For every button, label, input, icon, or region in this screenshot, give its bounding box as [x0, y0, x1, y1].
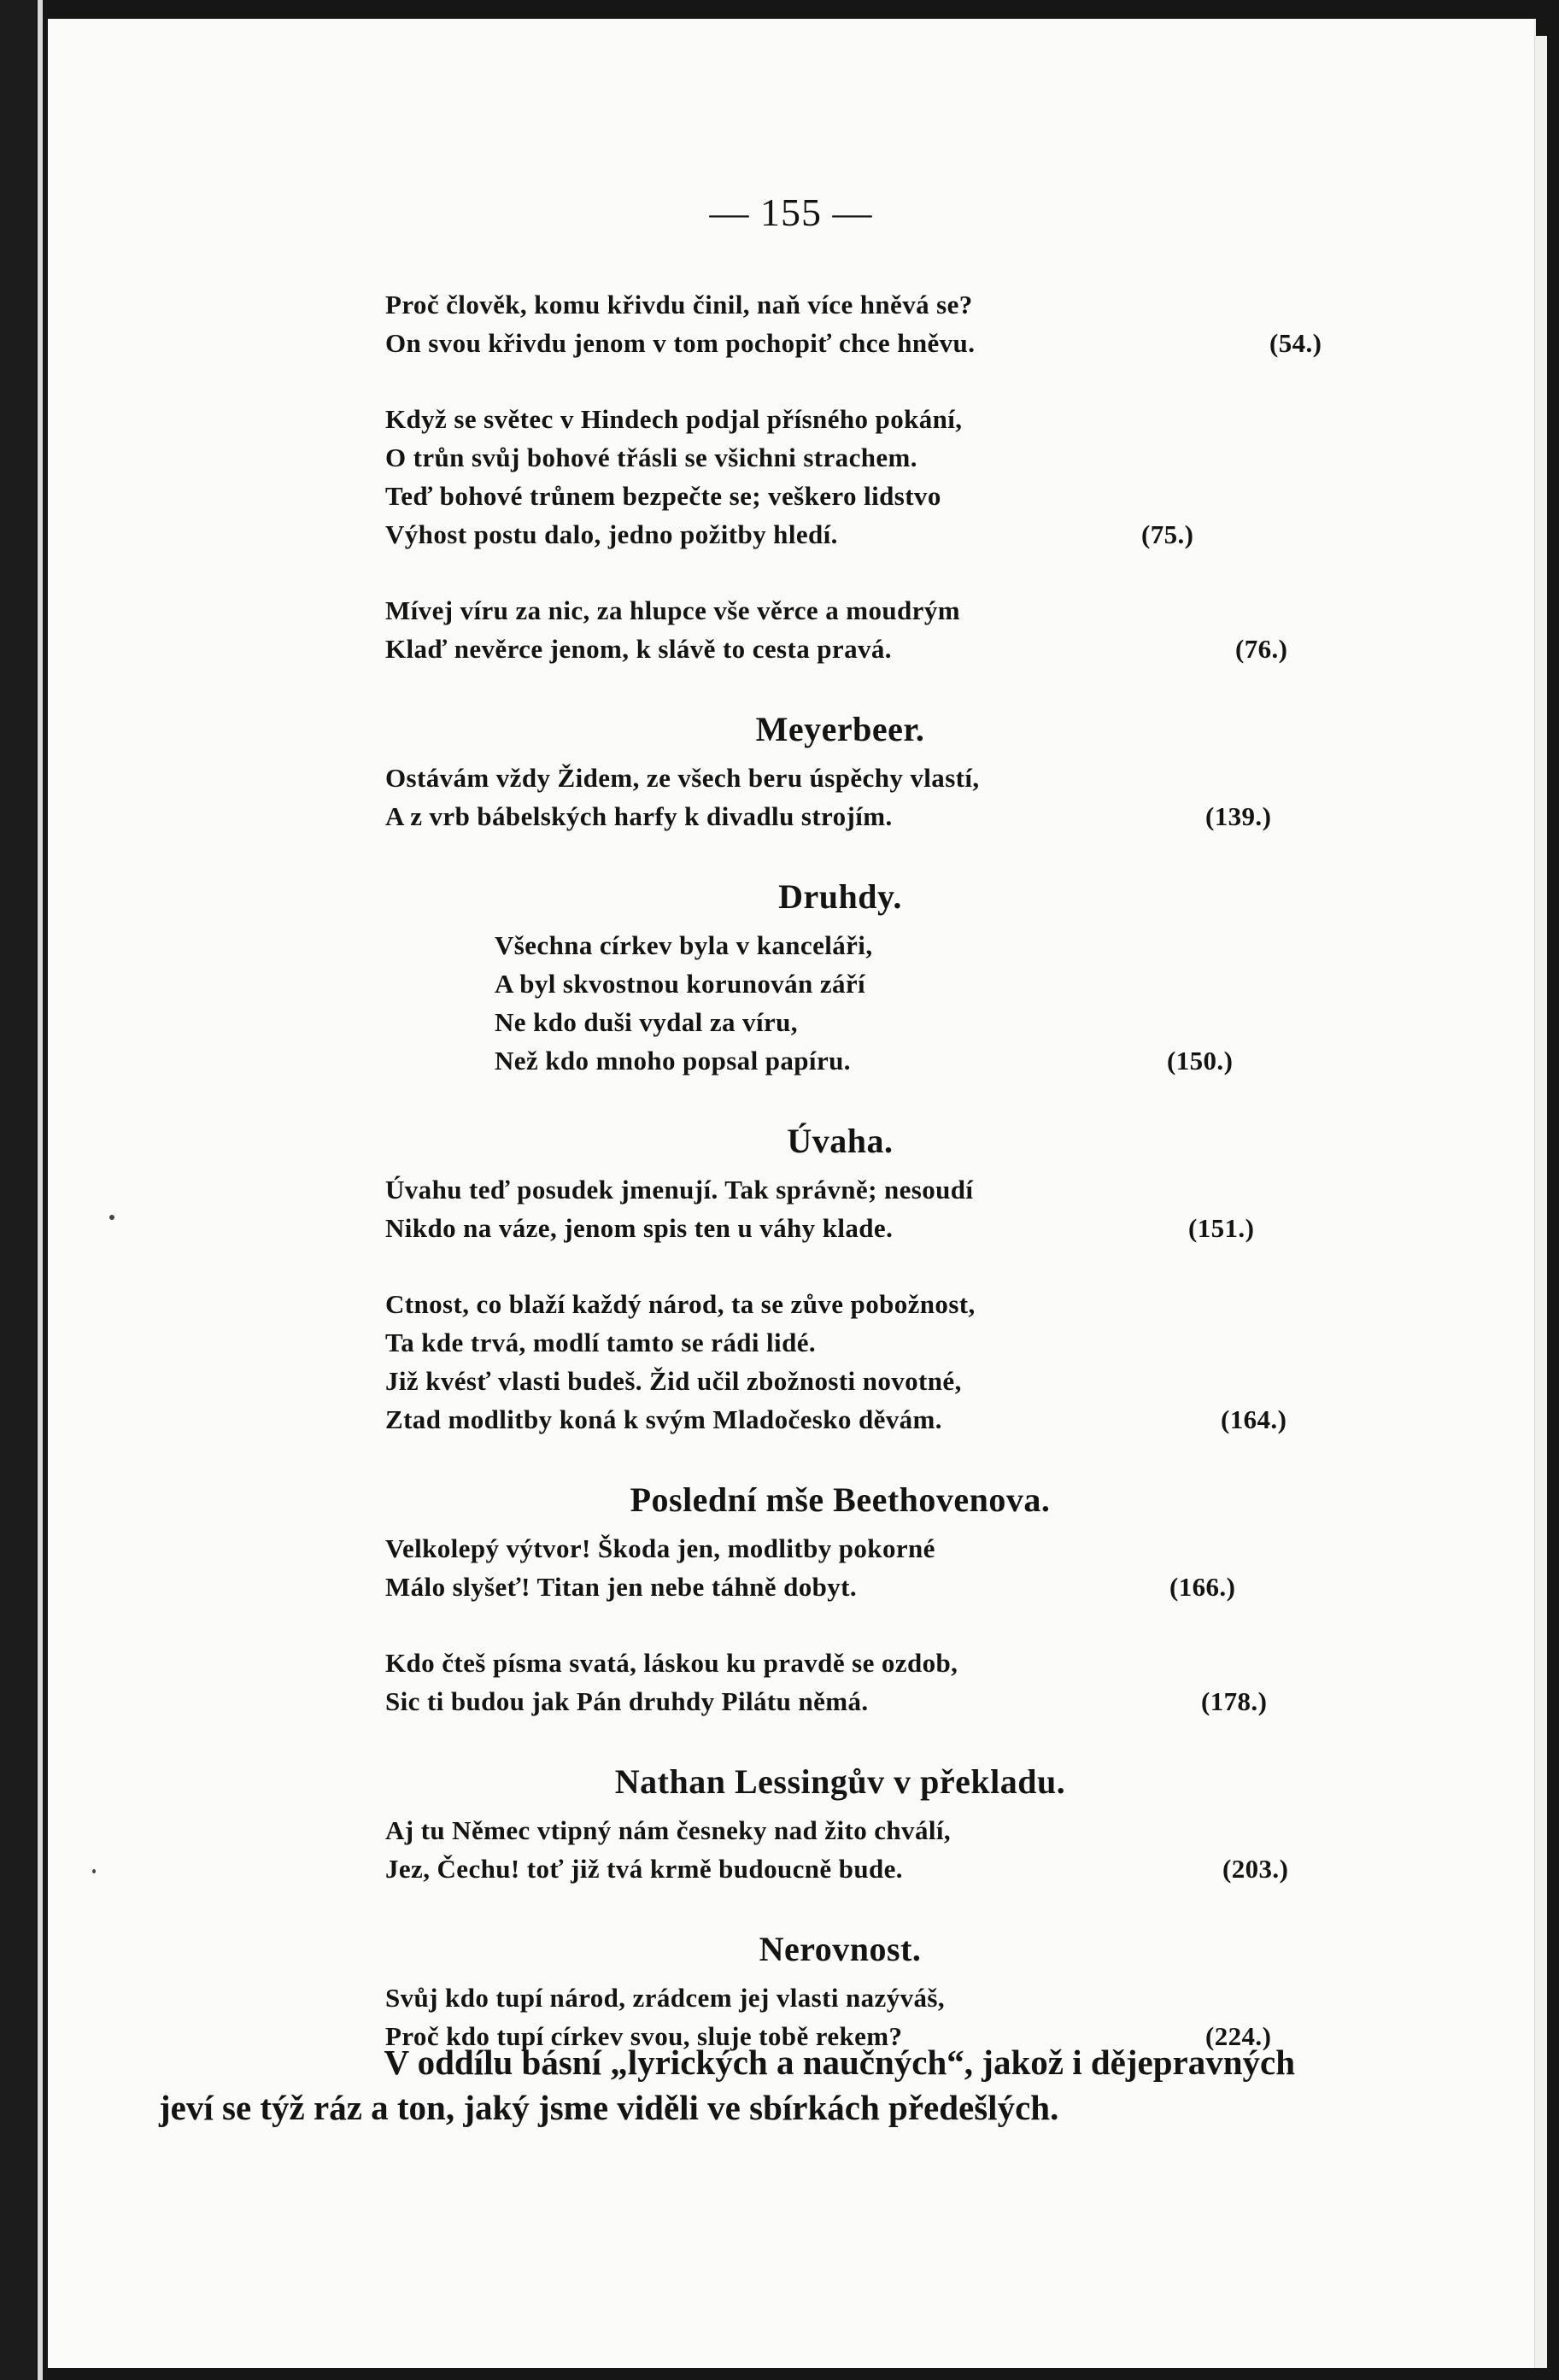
epigram-heading: Poslední mše Beethovenova. [630, 1480, 1051, 1519]
verse-text: Nikdo na váze, jenom spis ten u váhy klade. [385, 1213, 894, 1243]
scan-border-left [0, 0, 36, 2380]
epigram-number: (178.) [1201, 1686, 1268, 1716]
verse-text: Jez, Čechu! toť již tvá krmě budoucně bude. [385, 1854, 903, 1884]
verse-line [385, 438, 1295, 477]
verse-line [385, 926, 1295, 964]
epigram-heading: Druhdy. [778, 877, 902, 916]
epigram-number: (224.) [1205, 2021, 1272, 2051]
page-edge [1534, 36, 1547, 2368]
verse-line [385, 1285, 1295, 1323]
epigram [385, 1285, 1295, 1439]
epigram [385, 400, 1295, 554]
verse-line [385, 591, 1295, 630]
epigram-number: (151.) [1188, 1213, 1255, 1243]
verse-line [385, 1978, 1295, 2017]
verse-text: Již kvésť vlasti budeš. Žid učil zbožnosti novotné, [385, 1366, 962, 1396]
epigram-number: (75.) [1141, 519, 1194, 549]
verse-line [385, 1644, 1295, 1682]
verse-line [385, 1529, 1295, 1568]
epigram [385, 1117, 1295, 1247]
verse-line [385, 1811, 1295, 1849]
verse-text: Úvahu teď posudek jmenují. Tak správně; nesoudí [385, 1175, 974, 1205]
verse-line [385, 324, 1322, 362]
verse-text: A byl skvostnou korunován září [495, 969, 866, 999]
epigram [385, 873, 1295, 1080]
epigram-number: (164.) [1221, 1404, 1287, 1434]
verse-text: Ta kde trvá, modlí tamto se rádi lidé. [385, 1328, 817, 1357]
verse-text: Proč kdo tupí církev svou, sluje tobě rekem? [385, 2021, 903, 2051]
scan-speck [109, 1215, 114, 1220]
verse-text: Sic ti budou jak Pán druhdy Pilátu němá. [385, 1686, 869, 1716]
verse-text: Kdo čteš písma svatá, láskou ku pravdě se ozdob, [385, 1648, 958, 1678]
verse-line [385, 1209, 1295, 1247]
verse-text: O trůn svůj bohové třásli se všichni strachem. [385, 443, 917, 472]
verse-text: Ne kdo duši vydal za víru, [495, 1007, 798, 1037]
closing-paragraph [159, 2040, 1389, 2131]
verse-text: Když se světec v Hindech podjal přísného pokání, [385, 404, 963, 434]
epigram-number: (203.) [1222, 1854, 1289, 1884]
verse-text: Proč člověk, komu křivdu činil, naň více hněvá se? [385, 290, 973, 319]
epigram [385, 1476, 1295, 1606]
epigram [385, 285, 1322, 362]
verse-text: Všechna církev byla v kanceláři, [495, 930, 873, 960]
verse-text: Aj tu Němec vtipný nám česneky nad žito chválí, [385, 1815, 952, 1845]
verse-text: Velkolepý výtvor! Škoda jen, modlitby pokorné [385, 1533, 935, 1563]
epigram-heading: Meyerbeer. [755, 710, 925, 748]
verse-text: Teď bohové trůnem bezpečte se; veškero lidstvo [385, 481, 941, 511]
scan-speck [92, 1869, 96, 1873]
verse-text: Ostávám vždy Židem, ze všech beru úspěchy vlastí, [385, 763, 980, 793]
epigram-number: (166.) [1169, 1572, 1236, 1602]
epigram-number: (76.) [1235, 634, 1288, 664]
verse-line [385, 1568, 1295, 1606]
verse-text: Než kdo mnoho popsal papíru. [495, 1046, 851, 1076]
verse-line [385, 1323, 1295, 1362]
epigram-number: (54.) [1269, 328, 1322, 358]
epigram [385, 1758, 1295, 1888]
verse-line [385, 400, 1295, 438]
verse-line [385, 1170, 1295, 1209]
epigram [385, 1644, 1295, 1721]
epigram-heading: Nerovnost. [759, 1930, 922, 1968]
verse-text: On svou křivdu jenom v tom pochopiť chce hněvu. [385, 328, 976, 358]
closing-line-1: V oddílu básní „lyrických a naučných“, jakož i dějepravných [384, 2043, 1295, 2082]
verse-line [385, 477, 1295, 515]
verse-text: Klaď nevěrce jenom, k slávě to cesta pravá. [385, 634, 892, 664]
epigram [385, 706, 1295, 835]
verse-text: Ztad modlitby koná k svým Mladočesko děvám. [385, 1404, 942, 1434]
epigram-number: (150.) [1167, 1046, 1234, 1076]
verse-line [385, 759, 1295, 797]
verse-text: Ctnost, co blaží každý národ, ta se zůve pobožnost, [385, 1289, 976, 1319]
book-page [48, 19, 1536, 2368]
epigram-list [385, 285, 1322, 2093]
epigram-heading: Nathan Lessingův v překladu. [614, 1762, 1066, 1801]
verse-text: Svůj kdo tupí národ, zrádcem jej vlasti nazýváš, [385, 1983, 946, 2013]
epigram [385, 1926, 1295, 2055]
verse-line [385, 1041, 1295, 1080]
epigram-heading: Úvaha. [787, 1122, 894, 1160]
verse-line [385, 964, 1295, 1003]
verse-line [385, 1362, 1295, 1400]
verse-line [385, 630, 1295, 668]
verse-line [385, 285, 1295, 324]
epigram-number: (139.) [1205, 801, 1272, 831]
verse-line [385, 1400, 1295, 1439]
scan-border-line [38, 0, 43, 2380]
verse-text: Málo slyšeť! Titan jen nebe táhně dobyt. [385, 1572, 858, 1602]
verse-line [385, 1003, 1295, 1041]
epigram [385, 591, 1295, 668]
verse-text: Mívej víru za nic, za hlupce vše věrce a moudrým [385, 595, 960, 625]
verse-line [385, 515, 1295, 554]
closing-line-2: jeví se týž ráz a ton, jaký jsme viděli ve sbírkách předešlých. [159, 2088, 1059, 2127]
page-number: — 155 — [709, 191, 873, 234]
verse-line [385, 1849, 1295, 1888]
verse-text: Výhost postu dalo, jedno požitby hledí. [385, 519, 838, 549]
verse-line [385, 1682, 1295, 1721]
verse-line [385, 797, 1295, 835]
verse-text: A z vrb bábelských harfy k divadlu strojím. [385, 801, 893, 831]
